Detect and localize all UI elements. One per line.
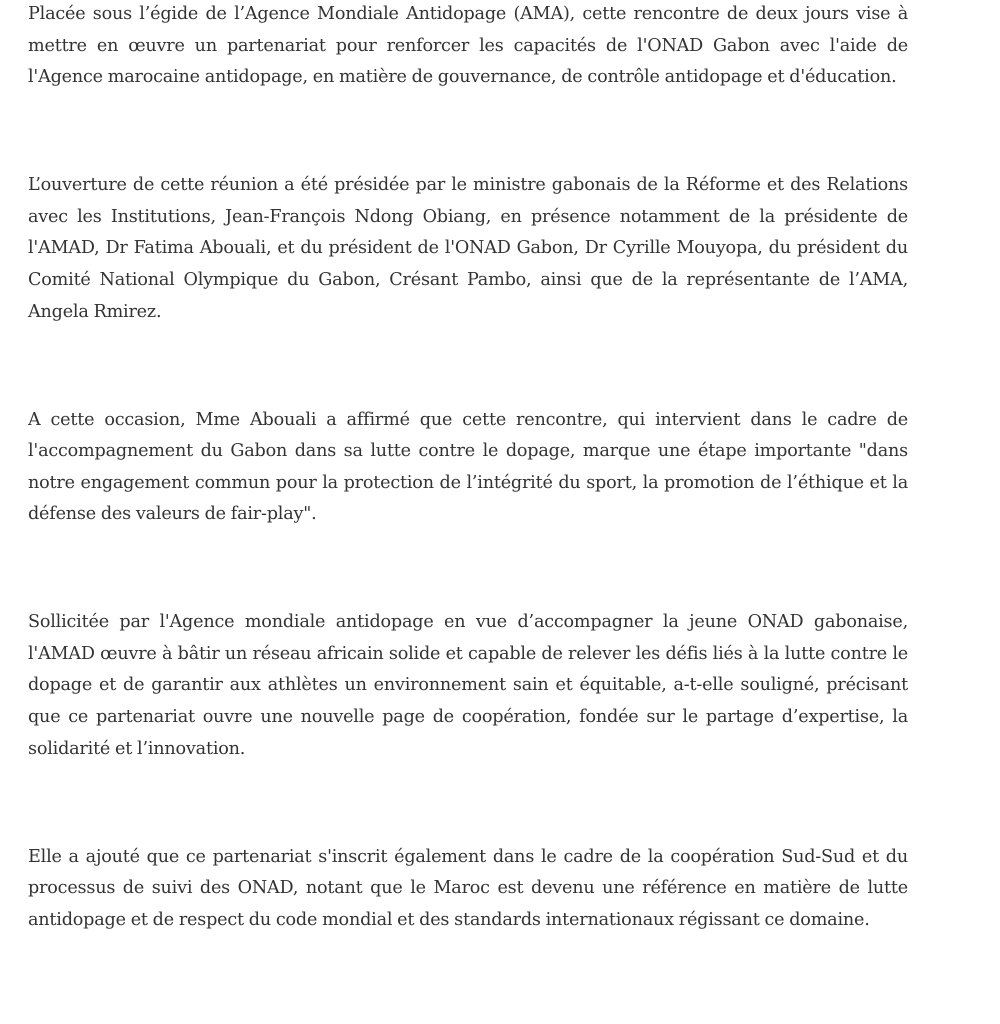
article-paragraph-south-south: Elle a ajouté que ce partenariat s'inscrit également dans le cadre de la coopération Sud-Sud et du processus de suivi des ONAD, notant que le Maroc est devenu une référence en matière de lutte antidopage et de respect du code mondial et des standards internationaux régissant ce domaine. <box>28 846 908 930</box>
article-paragraph-opening: L’ouverture de cette réunion a été présidée par le ministre gabonais de la Réforme et des Relations avec les Institutions, Jean-François Ndong Obiang, en présence notamment de la présidente de l'AMAD, Dr Fatima Abouali, et du président de l'ONAD Gabon, Dr Cyrille Mouyopa, du président du Comité National Olympique du Gabon, Crésant Pambo, ainsi que de la représentante de l’AMA, Angela Rmirez. <box>28 175 908 322</box>
article-body <box>28 0 908 1013</box>
article-paragraph-abouali-statement: A cette occasion, Mme Abouali a affirmé que cette rencontre, qui intervient dans le cadre de l'accompagnement du Gabon dans sa lutte contre le dopage, marque une étape importante "dans notre engagement commun pour la protection de l’intégrité du sport, la promotion de l’éthique et la défense des valeurs de fair-play". <box>28 409 908 525</box>
article-paragraph-amad-role: Sollicitée par l'Agence mondiale antidopage en vue d’accompagner la jeune ONAD gabonaise, l'AMAD œuvre à bâtir un réseau africain solide et capable de relever les défis liés à la lutte contre le dopage et de garantir aux athlètes un environnement sain et équitable, a-t-elle souligné, précisant que ce partenariat ouvre une nouvelle page de coopération, fondée sur le partage d’expertise, la solidarité et l’innovation. <box>28 612 908 759</box>
article-paragraph-intro: Placée sous l’égide de l’Agence Mondiale Antidopage (AMA), cette rencontre de deux jours vise à mettre en œuvre un partenariat pour renforcer les capacités de l'ONAD Gabon avec l'aide de l'Agence marocaine antidopage, en matière de gouvernance, de contrôle antidopage et d'éducation. <box>28 4 908 88</box>
